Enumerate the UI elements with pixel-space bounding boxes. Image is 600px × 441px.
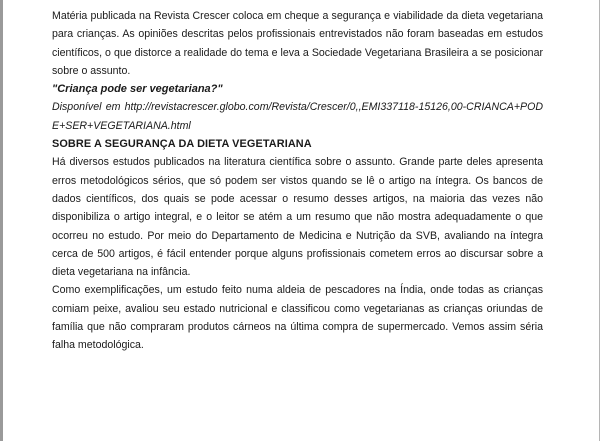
example-paragraph: Como exemplificações, um estudo feito numa aldeia de pescadores na Índia, onde todas as crianças comiam peixe, avaliou seu estado nutricional e classificou como vegetarianas as crianças oriundas de família que não compraram produtos cárneos na última compra de supermercado. Vemos assim séria falha metodológica. bbox=[52, 284, 543, 352]
analysis-paragraph: Há diversos estudos publicados na literatura científica sobre o assunto. Grande parte deles apresenta erros metodológicos sérios, que só podem ser vistos quando se lê o artigo na íntegra. Os bancos de dados científicos, dos quais se pode acessar o resumo desses artigos, na maioria das vezes não disponibiliza o artigo integral, e o leitor se atém a um resumo que não mostra adequadamente o que ocorreu no estudo. Por meio do Departamento de Medicina e Nutrição da SVB, avaliando na íntegra cerca de 500 artigos, é fácil entender porque alguns profissionais cometem erros ao discursar sobre a dieta vegetariana na infância. bbox=[52, 156, 543, 279]
section-heading: SOBRE A SEGURANÇA DA DIETA VEGETARIANA bbox=[52, 138, 312, 151]
source-reference-url: Disponível em http://revistacrescer.globo.com/Revista/Crescer/0,,EMI337118-15126,00-CRIANCA+PODE+SER+VEGETARIANA.html bbox=[52, 101, 543, 132]
intro-paragraph: Matéria publicada na Revista Crescer coloca em cheque a segurança e viabilidade da dieta vegetariana para crianças. As opiniões descritas pelos profissionais entrevistados não foram baseadas em estudos científicos, o que distorce a realidade do tema e leva a Sociedade Vegetariana Brasileira a se posicionar sobre o assunto. bbox=[52, 10, 543, 77]
article-title-quote: "Criança pode ser vegetariana?" bbox=[52, 83, 223, 96]
